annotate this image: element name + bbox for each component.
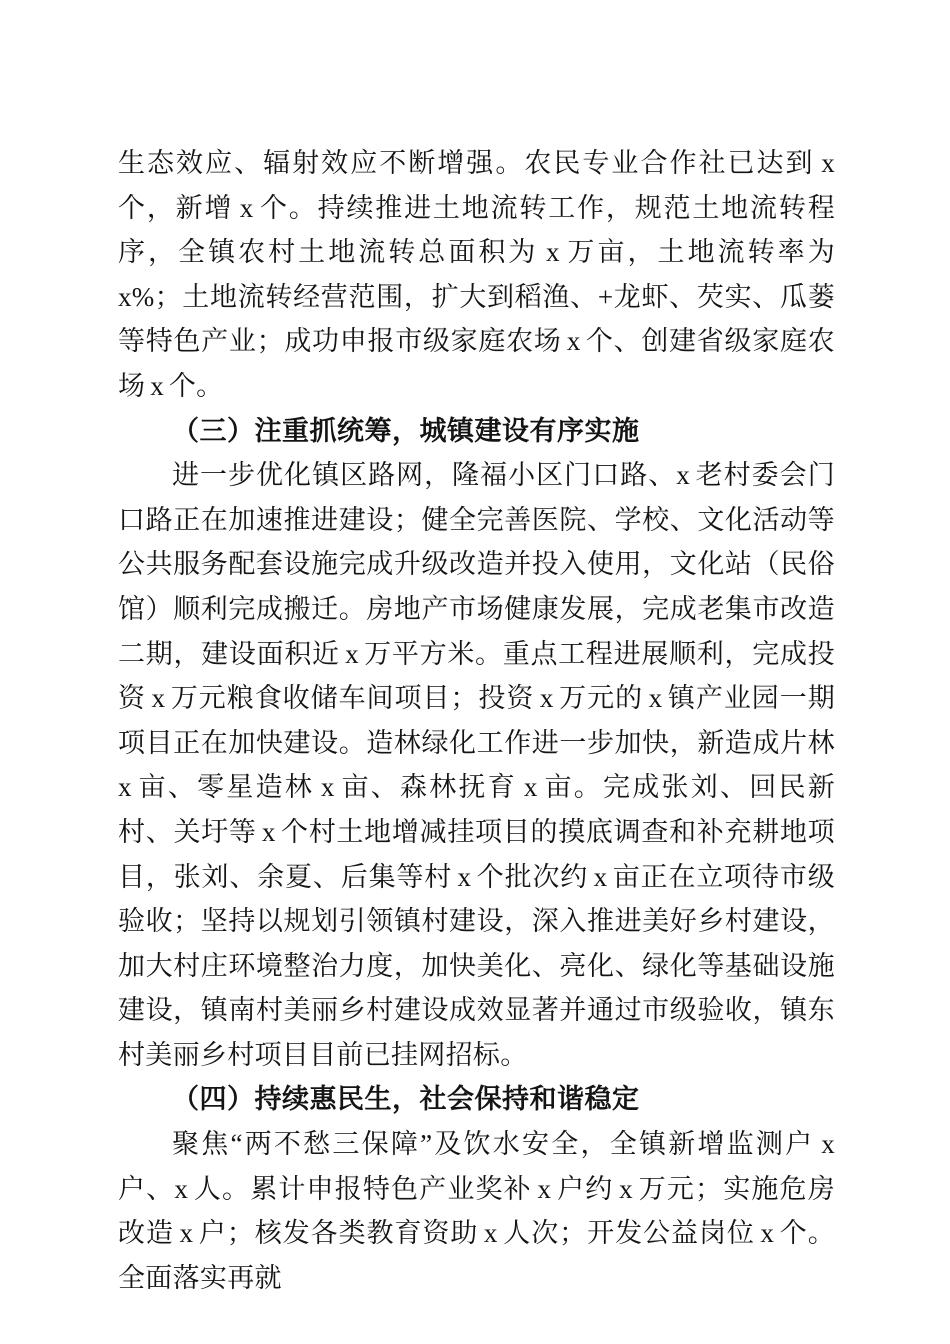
body-paragraph-agriculture: 生态效应、辐射效应不断增强。农民专业合作社已达到 x 个，新增 x 个。持续推进土地流转工作，规范土地流转程序，全镇农村土地流转总面积为 x 万亩，土地流转率为 x%；土地流转经营范围，扩大到稻渔、+龙虾、芡实、瓜蒌等特色产业；成功申报市级家庭农场 x 个、创建省级家庭农场 x 个。 xyxy=(118,148,835,401)
body-paragraph-town-construction: 进一步优化镇区路网，隆福小区门口路、x 老村委会门口路正在加速推进建设；健全完善医院、学校、文化活动等公共服务配套设施完成升级改造并投入使用，文化站（民俗馆）顺利完成搬迁。房地产市场健康发展，完成老集市改造二期，建设面积近 x 万平方米。重点工程进展顺利，完成投资 x 万元粮食收储车间项目；投资 x 万元的 x 镇产业园一期项目正在加快建设。造林绿化工作进一步加快，新造成片林 x 亩、零星造林 x 亩、森林抚育 x 亩。完成张刘、回民新村、关圩等 x 个村土地增减挂项目的摸底调查和补充耕地项目，张刘、余夏、后集等村 x 个批次约 x 亩正在立项待市级验收；坚持以规划引领镇村建设，深入推进美好乡村建设，加大村庄环境整治力度，加快美化、亮化、绿化等基础设施建设，镇南村美丽乡村建设成效显著并通过市级验收，镇东村美丽乡村项目目前已挂网招标。 xyxy=(118,460,835,1070)
section-heading-3: （三）注重抓统筹，城镇建设有序实施 xyxy=(172,415,640,446)
section-heading-4: （四）持续惠民生，社会保持和谐稳定 xyxy=(172,1084,640,1115)
document-text-block xyxy=(118,141,835,1300)
body-paragraph-livelihood: 聚焦“两不愁三保障”及饮水安全，全镇新增监测户 x 户、x 人。累计申报特色产业奖补 x 户约 x 万元；实施危房改造 x 户；核发各类教育资助 x 人次；开发公益岗位 x 个。全面落实再就 xyxy=(118,1129,835,1293)
